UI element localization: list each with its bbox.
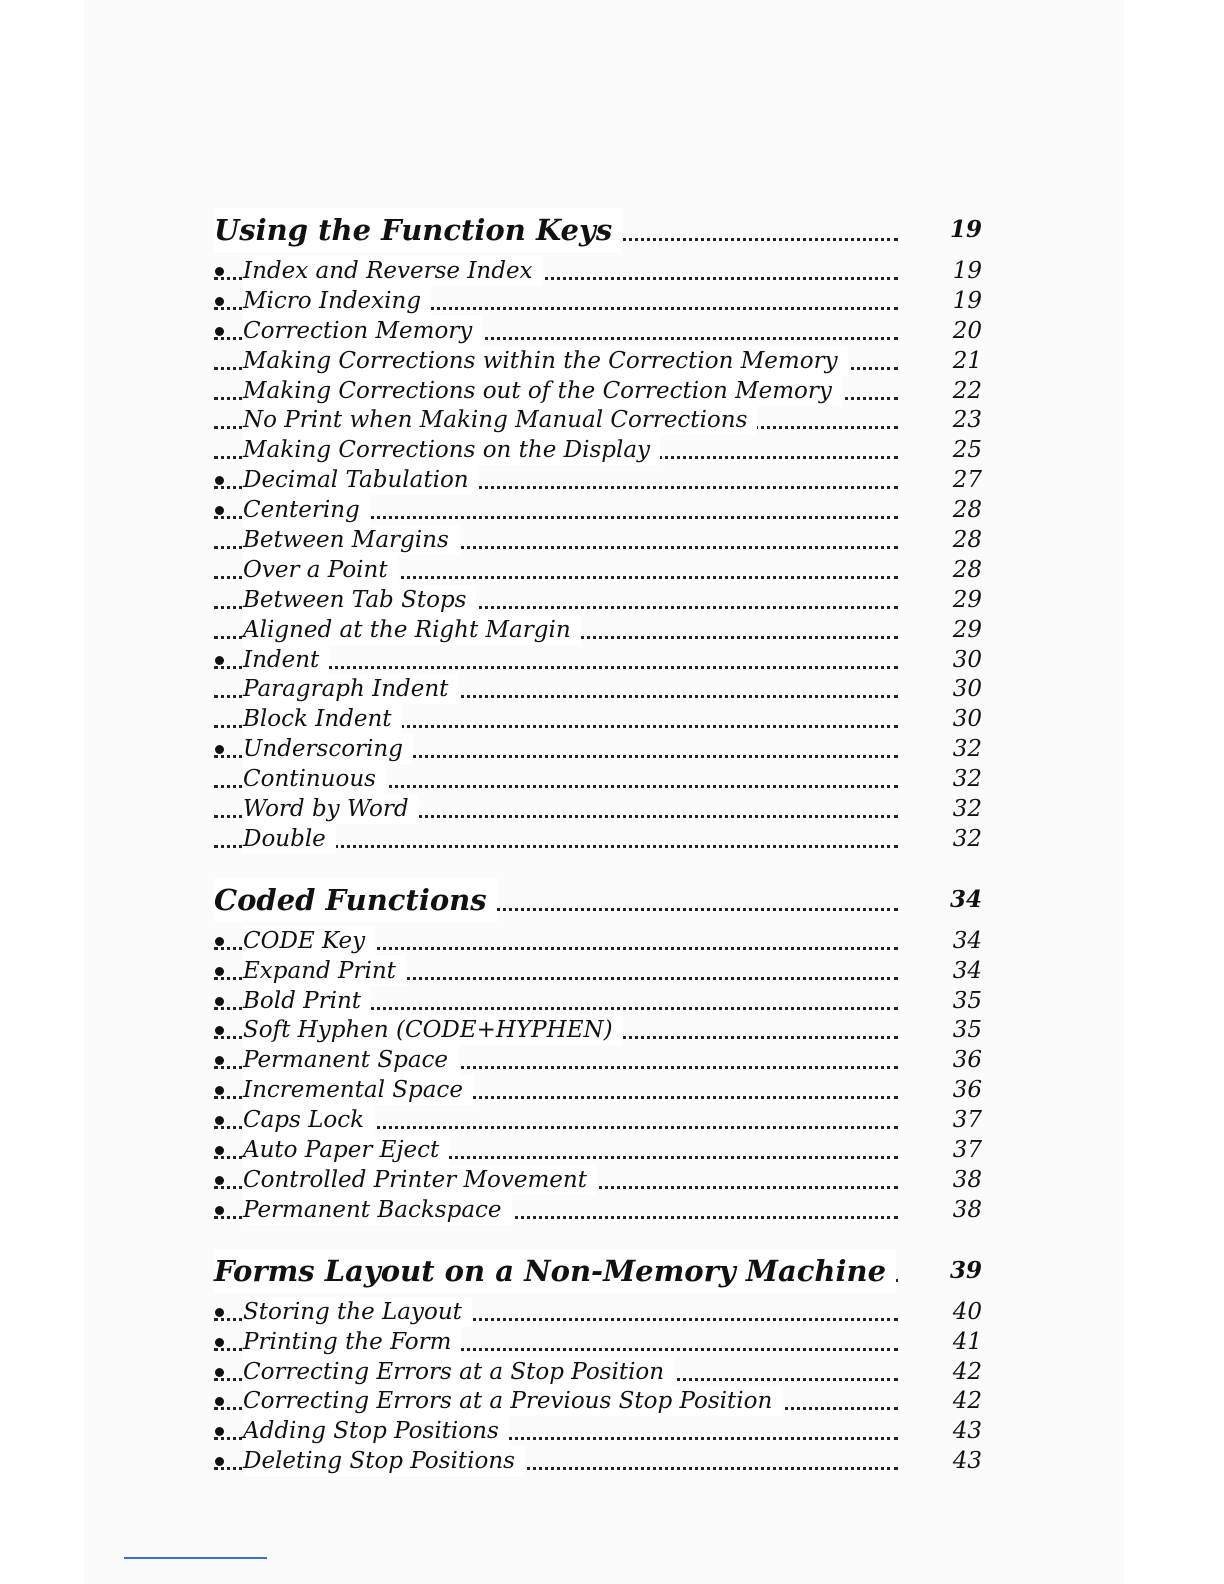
entry-title: Block Indent [243,704,402,734]
toc-subentry[interactable] [214,585,982,615]
entry-page-number: 28 [952,527,982,554]
entry-title: Continuous [243,764,386,794]
toc-entry[interactable] [214,1105,982,1135]
toc-entry[interactable] [214,1015,982,1045]
toc-entry[interactable] [214,645,982,675]
entry-page-number: 32 [952,736,982,763]
entry-title: Paragraph Indent [243,674,458,704]
entry-page-number: 30 [952,706,982,733]
entry-title: Decimal Tabulation [243,465,479,495]
entry-title: Micro Indexing [243,286,431,316]
entry-title: Incremental Space [243,1075,473,1105]
entry-title: Correcting Errors at a Stop Position [243,1357,674,1387]
toc-entry[interactable] [214,956,982,986]
toc-subentry[interactable] [214,615,982,645]
entry-page-number: 19 [952,287,982,314]
section-page-number: 19 [949,216,982,243]
toc-subentry[interactable] [214,376,982,406]
entry-title: Permanent Space [243,1045,458,1075]
entry-title: Between Margins [243,525,459,555]
bullet-icon [215,1026,224,1035]
entry-title: Deleting Stop Positions [243,1446,525,1476]
toc-entry[interactable] [214,286,982,316]
entry-page-number: 34 [952,927,982,954]
entry-page-number: 37 [952,1107,982,1134]
entry-page-number: 38 [952,1166,982,1193]
toc-subentry[interactable] [214,794,982,824]
entry-title: CODE Key [243,926,375,956]
bullet-icon [215,745,224,754]
entry-title: Printing the Form [243,1327,461,1357]
entry-title: Correction Memory [243,316,482,346]
entry-title: Making Corrections on the Display [243,435,660,465]
entry-title: Storing the Layout [243,1297,472,1327]
bullet-icon [215,1308,224,1317]
entry-title: Index and Reverse Index [243,256,543,286]
entry-page-number: 28 [952,497,982,524]
section-title: Forms Layout on a Non-Memory Machine [214,1249,896,1293]
toc-section [214,208,982,854]
toc-subentry[interactable] [214,346,982,376]
entry-page-number: 32 [952,766,982,793]
entry-title: Aligned at the Right Margin [243,615,581,645]
entry-title: Adding Stop Positions [243,1416,509,1446]
toc-entry[interactable] [214,1297,982,1327]
toc-entry[interactable] [214,1416,982,1446]
section-title: Coded Functions [214,878,497,922]
toc-entry[interactable] [214,495,982,525]
bullet-icon [215,1086,224,1095]
entry-page-number: 25 [952,437,982,464]
toc-subentry[interactable] [214,764,982,794]
toc-subentry[interactable] [214,405,982,435]
entry-title: Double [243,824,336,854]
section-page-number: 39 [949,1256,982,1284]
entry-page-number: 21 [952,347,982,374]
toc-subentry[interactable] [214,824,982,854]
entry-title: Expand Print [243,956,406,986]
entry-page-number: 36 [952,1047,982,1074]
bullet-icon [215,476,224,485]
entry-title: Bold Print [243,986,371,1016]
toc-entry[interactable] [214,1327,982,1357]
entry-page-number: 23 [952,407,982,434]
toc-entry[interactable] [214,465,982,495]
toc-entry[interactable] [214,1075,982,1105]
entry-page-number: 30 [952,676,982,703]
toc-entry[interactable] [214,1386,982,1416]
entry-page-number: 35 [952,987,982,1014]
entry-title: Controlled Printer Movement [243,1165,597,1195]
bullet-icon [215,1176,224,1185]
bullet-icon [215,1146,224,1155]
entry-page-number: 29 [952,616,982,643]
bullet-icon [215,1206,224,1215]
entry-page-number: 30 [952,646,982,673]
toc-entry[interactable] [214,1195,982,1225]
entry-page-number: 38 [952,1196,982,1223]
entry-title: Underscoring [243,734,413,764]
entry-page-number: 35 [952,1017,982,1044]
bullet-icon [215,1427,224,1436]
toc-entry[interactable] [214,1165,982,1195]
bullet-icon [215,937,224,946]
entry-title: Centering [243,495,370,525]
entry-page-number: 20 [952,317,982,344]
bullet-icon [215,997,224,1006]
toc-subentry[interactable] [214,525,982,555]
table-of-contents [214,208,982,1500]
bullet-icon [215,1338,224,1347]
bullet-icon [215,506,224,515]
bullet-icon [215,1397,224,1406]
entry-page-number: 34 [952,957,982,984]
entry-title: Permanent Backspace [243,1195,512,1225]
entry-title: Making Corrections out of the Correction Memory [243,376,842,406]
bullet-icon [215,1457,224,1466]
toc-entry[interactable] [214,926,982,956]
entry-title: Soft Hyphen (CODE+HYPHEN) [243,1015,623,1045]
entry-page-number: 37 [952,1137,982,1164]
toc-section [214,878,982,1225]
bullet-icon [215,656,224,665]
entry-page-number: 43 [952,1418,982,1445]
section-page-number: 34 [949,885,982,913]
toc-subentry[interactable] [214,704,982,734]
entry-page-number: 27 [952,467,982,494]
entry-title: Auto Paper Eject [243,1135,449,1165]
entry-title: No Print when Making Manual Corrections [243,405,757,435]
entry-page-number: 29 [952,586,982,613]
toc-subentry[interactable] [214,555,982,585]
bullet-icon [215,1368,224,1377]
entry-title: Indent [243,645,329,675]
entry-page-number: 32 [952,825,982,852]
entry-title: Caps Lock [243,1105,374,1135]
toc-subentry[interactable] [214,435,982,465]
entry-page-number: 28 [952,556,982,583]
entry-title: Word by Word [243,794,419,824]
toc-section [214,1249,982,1476]
toc-subentry[interactable] [214,674,982,704]
toc-entry[interactable] [214,986,982,1016]
bullet-icon [215,297,224,306]
toc-entry[interactable] [214,256,982,286]
section-heading[interactable] [214,1249,982,1297]
bullet-icon [215,967,224,976]
entry-title: Correcting Errors at a Previous Stop Position [243,1386,782,1416]
toc-entry[interactable] [214,1045,982,1075]
entry-page-number: 32 [952,796,982,823]
section-title: Using the Function Keys [214,208,622,252]
entry-page-number: 22 [952,377,982,404]
entry-title: Over a Point [243,555,398,585]
bullet-icon [215,1056,224,1065]
toc-entry[interactable] [214,1357,982,1387]
toc-entry[interactable] [214,316,982,346]
entry-page-number: 42 [952,1358,982,1385]
entry-page-number: 43 [952,1448,982,1475]
entry-page-number: 41 [952,1328,982,1355]
entry-page-number: 40 [952,1298,982,1325]
section-heading[interactable] [214,208,982,256]
section-heading[interactable] [214,878,982,926]
bullet-icon [215,267,224,276]
toc-entry[interactable] [214,734,982,764]
entry-title: Between Tab Stops [243,585,476,615]
entry-page-number: 36 [952,1077,982,1104]
toc-entry[interactable] [214,1446,982,1476]
entry-page-number: 42 [952,1388,982,1415]
bullet-icon [215,327,224,336]
entry-page-number: 19 [952,258,982,284]
entry-title: Making Corrections within the Correction Memory [243,346,848,376]
footer-rule [124,1557,267,1559]
bullet-icon [215,1116,224,1125]
toc-entry[interactable] [214,1135,982,1165]
